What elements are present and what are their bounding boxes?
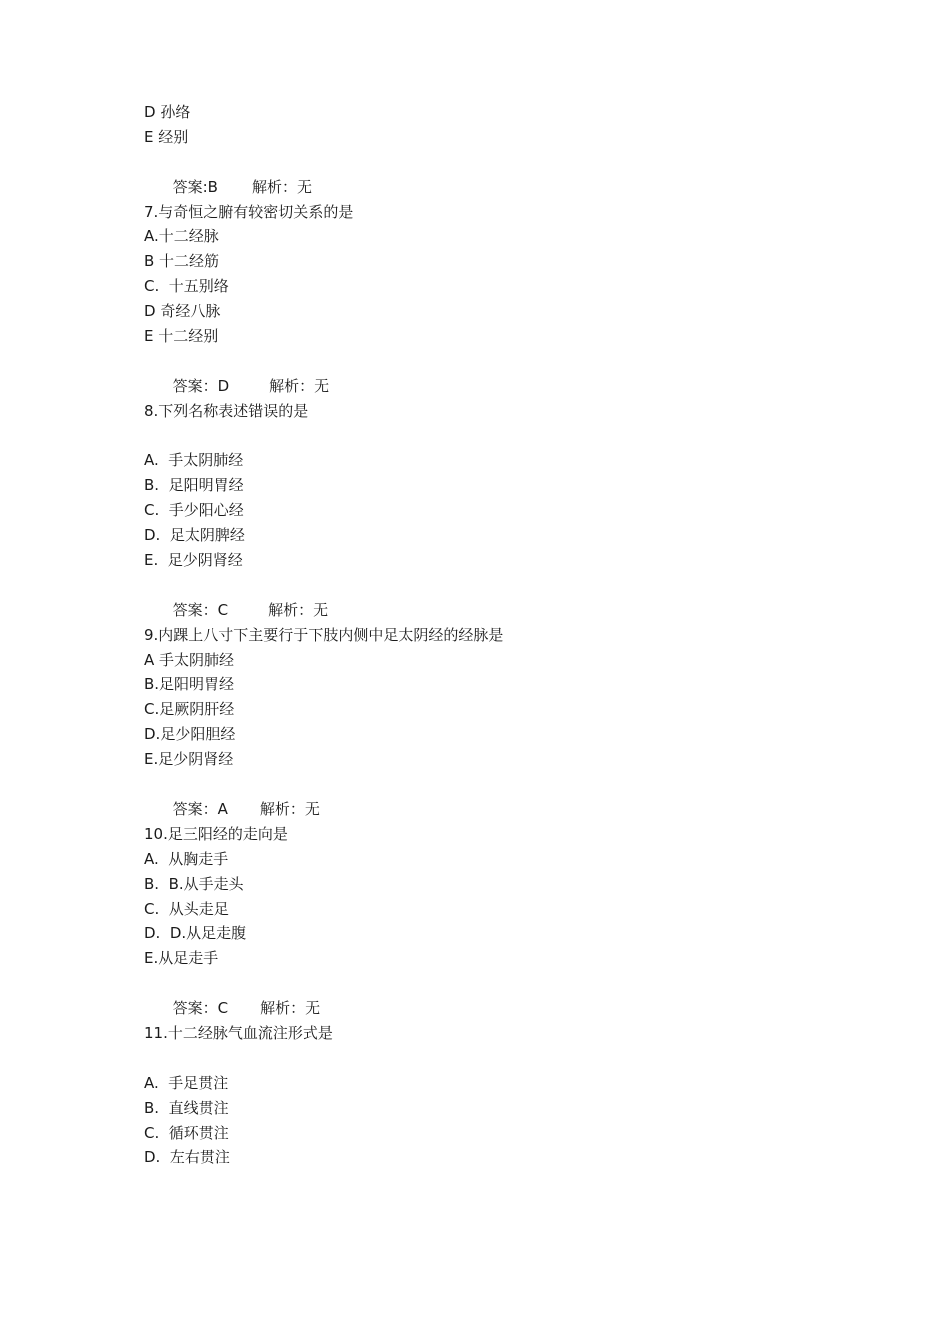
answer-text: 答案:B [172, 177, 218, 196]
blank-line [144, 1046, 824, 1071]
answer-line [144, 573, 824, 619]
analysis-text: 解析：无 [259, 799, 320, 818]
option-line: C. 从头走足 [144, 899, 229, 918]
option-line: D. 左右贯注 [144, 1148, 230, 1167]
option-line: C. 循环贯注 [144, 1123, 229, 1142]
option-line: A 手太阴肺经 [144, 650, 235, 669]
option-line: B 十二经筋 [144, 252, 220, 271]
option-line: C. 手少阳心经 [144, 501, 244, 520]
answer-text: 答案：C [172, 999, 229, 1018]
option-line: B. B.从手走头 [144, 874, 244, 893]
option-line: D 孙络 [144, 103, 191, 121]
option-line: E.足少阴肾经 [144, 750, 234, 769]
option-line: D 奇经八脉 [144, 302, 221, 321]
option-line: D.足少阳胆经 [144, 725, 236, 744]
option-line: B. 足阳明胃经 [144, 476, 244, 495]
answer-text: 答案：A [172, 799, 228, 818]
option-line: A. 手足贯注 [144, 1073, 229, 1092]
option-line: A.十二经脉 [144, 227, 219, 246]
option-line: B. 直线贯注 [144, 1098, 229, 1117]
option-line: D. 足太阴脾经 [144, 526, 245, 545]
option-line: E.从足走手 [144, 949, 219, 968]
option-line: A. 手太阴肺经 [144, 451, 244, 470]
analysis-text: 解析：无 [268, 600, 329, 619]
answer-line [144, 772, 824, 818]
option-line: E. 足少阴肾经 [144, 551, 243, 570]
option-line: B.足阳明胃经 [144, 675, 235, 694]
answer-text: 答案：D [172, 376, 230, 395]
question-line: 9.内踝上八寸下主要行于下肢内侧中足太阴经的经脉是 [144, 625, 504, 644]
question-line: 10.足三阳经的走向是 [144, 824, 288, 843]
option-line: C.足厥阴肝经 [144, 700, 235, 719]
answer-line [144, 349, 824, 395]
analysis-text: 解析：无 [260, 999, 321, 1018]
option-line: E 十二经别 [144, 327, 219, 346]
answer-text: 答案：C [172, 600, 229, 619]
document-content [144, 100, 824, 1170]
analysis-text: 解析：无 [269, 376, 330, 395]
analysis-text: 解析：无 [251, 177, 312, 196]
question-line: 11.十二经脉气血流注形式是 [144, 1023, 333, 1042]
answer-line [144, 971, 824, 1018]
option-line: A. 从胸走手 [144, 849, 229, 868]
option-line: E 经别 [144, 127, 189, 146]
option-line: D. D.从足走腹 [144, 924, 247, 943]
blank-line [144, 424, 824, 449]
question-line: 8.下列名称表述错误的是 [144, 401, 309, 420]
answer-line [144, 150, 824, 196]
question-line: 7.与奇恒之腑有较密切关系的是 [144, 202, 354, 221]
option-line: C. 十五别络 [144, 277, 229, 296]
